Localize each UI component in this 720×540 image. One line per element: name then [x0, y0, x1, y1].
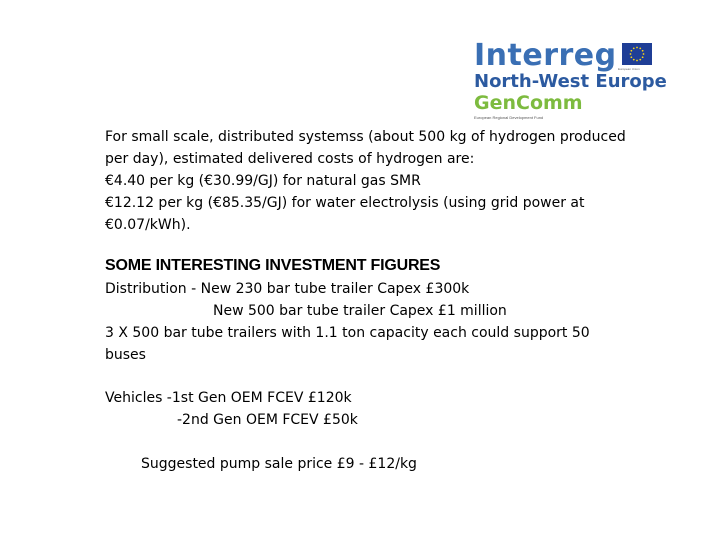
- eu-star-icon: [639, 59, 641, 61]
- distribution-line-1: Distribution - New 230 bar tube trailer Capex £300k: [105, 281, 470, 297]
- eu-star-icon: [630, 50, 632, 52]
- logo-project: GenComm: [474, 92, 583, 114]
- logo-title: Interreg: [474, 38, 617, 73]
- flag-caption: European Union: [618, 67, 640, 71]
- eu-star-icon: [633, 47, 635, 49]
- eu-star-icon: [643, 53, 645, 55]
- eu-star-icon: [642, 56, 644, 58]
- logo-program: North-West Europe: [474, 71, 667, 92]
- distribution-line-3: 3 X 500 bar tube trailers with 1.1 ton capacity each could support 50: [105, 325, 590, 341]
- distribution-line-2: New 500 bar tube trailer Capex £1 million: [213, 303, 507, 319]
- eu-star-icon: [633, 59, 635, 61]
- logo-fund-caption: European Regional Development Fund: [474, 115, 544, 120]
- eu-star-icon: [630, 56, 632, 58]
- eu-star-icon: [636, 60, 638, 62]
- vehicles-line-2: -2nd Gen OEM FCEV £50k: [177, 412, 358, 428]
- eu-flag-icon: [622, 43, 652, 65]
- intro-line-4: €12.12 per kg (€85.35/GJ) for water electrolysis (using grid power at: [105, 195, 585, 211]
- vehicles-line-1: Vehicles -1st Gen OEM FCEV £120k: [105, 390, 352, 406]
- pump-price: Suggested pump sale price £9 - £12/kg: [141, 456, 417, 472]
- intro-line-2: per day), estimated delivered costs of hydrogen are:: [105, 151, 475, 167]
- interreg-gencomm-logo: [472, 38, 667, 122]
- eu-star-icon: [639, 47, 641, 49]
- intro-line-1: For small scale, distributed systemss (about 500 kg of hydrogen produced: [105, 129, 626, 145]
- eu-star-icon: [642, 50, 644, 52]
- intro-line-5: €0.07/kWh).: [105, 217, 191, 233]
- distribution-line-4: buses: [105, 347, 146, 363]
- eu-star-icon: [636, 47, 638, 49]
- section-heading: SOME INTERESTING INVESTMENT FIGURES: [105, 257, 441, 274]
- intro-line-3: €4.40 per kg (€30.99/GJ) for natural gas SMR: [105, 173, 421, 189]
- eu-star-icon: [630, 53, 632, 55]
